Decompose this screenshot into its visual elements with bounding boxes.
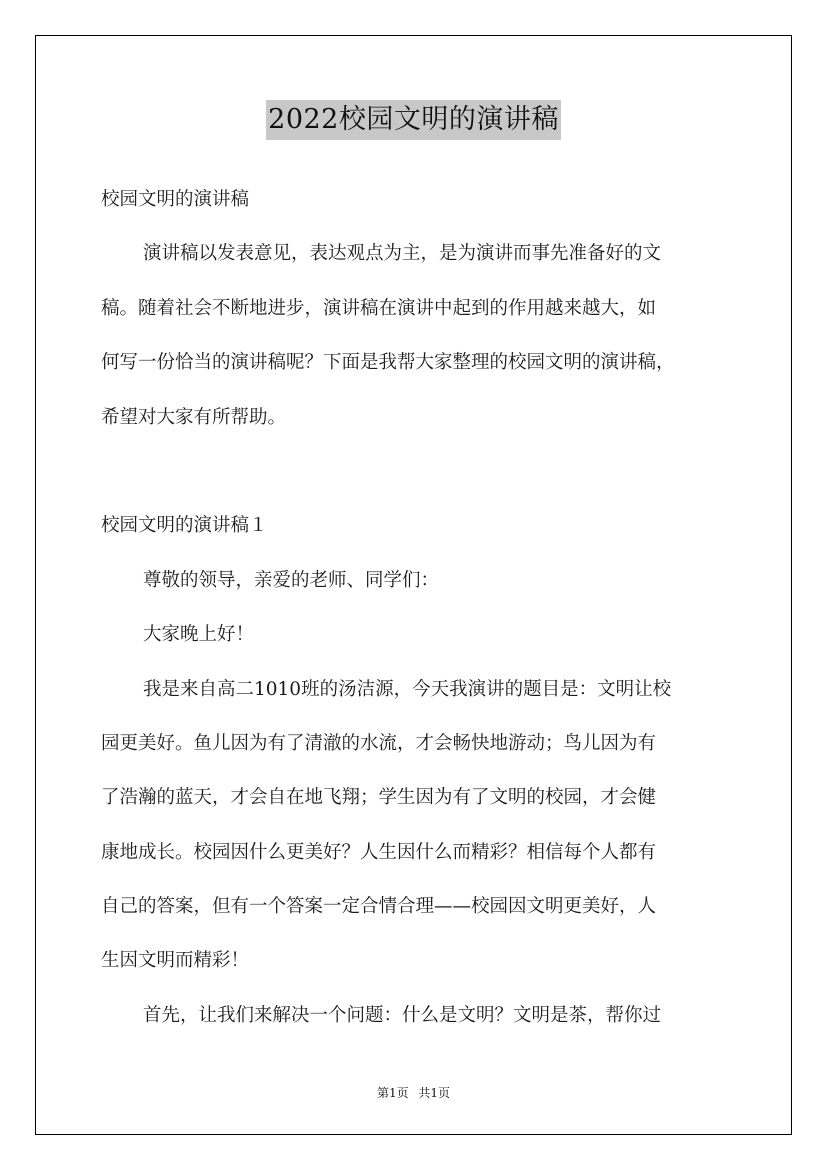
page-footer: [0, 1084, 827, 1101]
document-title: 2022校园文明的演讲稿: [266, 100, 561, 140]
title-container: [0, 100, 827, 140]
salutation-line: 大家晚上好！: [143, 624, 255, 646]
paragraph-line: 康地成长。校园因什么更美好？人生因什么而精彩？相信每个人都有: [101, 841, 657, 863]
paragraph-line: 首先，让我们来解决一个问题：什么是文明？文明是茶，帮你过: [143, 1004, 662, 1026]
document-body: [101, 173, 729, 1043]
page-number: 第1页: [376, 1086, 409, 1100]
page-total: 共1页: [418, 1086, 451, 1100]
intro-line: 演讲稿以发表意见，表达观点为主，是为演讲而事先准备好的文: [143, 243, 662, 265]
section-heading: 校园文明的演讲稿１: [101, 515, 268, 537]
paragraph-line: 园更美好。鱼儿因为有了清澈的水流，才会畅快地游动；鸟儿因为有: [101, 732, 657, 754]
paragraph-line: 生因文明而精彩！: [101, 950, 250, 972]
paragraph-line: 我是来自高二1010班的汤洁源，今天我演讲的题目是：文明让校: [143, 678, 672, 700]
paragraph-line: 了浩瀚的蓝天，才会自在地飞翔；学生因为有了文明的校园，才会健: [101, 787, 657, 809]
paragraph-spacer: [101, 445, 729, 499]
paragraph-line: 自己的答案，但有一个答案一定合情合理——校园因文明更美好，人: [101, 896, 657, 918]
intro-line: 何写一份恰当的演讲稿呢？下面是我帮大家整理的校园文明的演讲稿，: [101, 352, 675, 374]
intro-line: 希望对大家有所帮助。: [101, 406, 287, 428]
intro-line: 稿。随着社会不断地进步，演讲稿在演讲中起到的作用越来越大，如: [101, 297, 657, 319]
document-heading: 校园文明的演讲稿: [101, 189, 250, 210]
greeting-line: 尊敬的领导，亲爱的老师、同学们：: [143, 569, 440, 591]
